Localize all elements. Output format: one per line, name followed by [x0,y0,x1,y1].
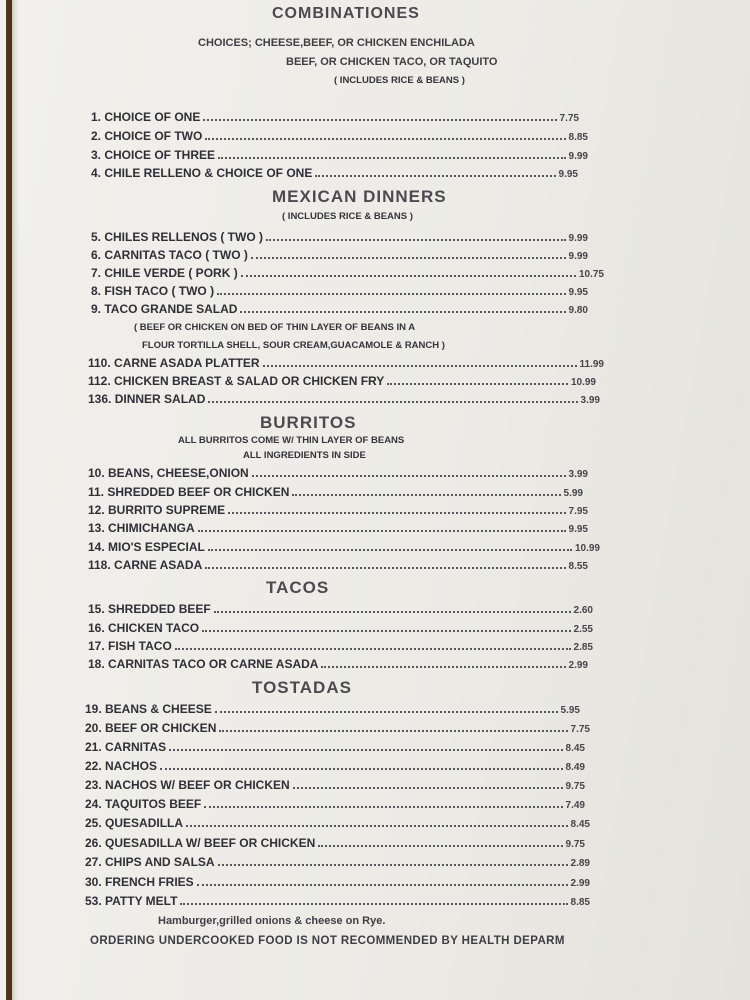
menu-item: 23. NACHOS W/ BEEF OR CHICKEN 9.75 [85,778,585,792]
menu-item: 9. TACO GRANDE SALAD 9.80 [91,302,588,316]
combinations-heading: COMBINATIONES [272,5,420,22]
menu-item: 4. CHILE RELLENO & CHOICE OF ONE 9.95 [91,166,578,180]
combinations-choices-line2: BEEF, OR CHICKEN TACO, OR TAQUITO [286,56,498,68]
menu-item: 22. NACHOS 8.49 [85,759,585,773]
menu-item: 13. CHIMICHANGA 9.95 [88,521,588,535]
menu-item: 24. TAQUITOS BEEF 7.49 [85,797,585,811]
mexican-dinners-includes: ( INCLUDES RICE & BEANS ) [282,211,413,222]
menu-item: 14. MIO'S ESPECIAL 10.99 [88,540,600,554]
mexican-dinners-heading: MEXICAN DINNERS [272,187,447,206]
combinations-includes: ( INCLUDES RICE & BEANS ) [334,75,465,86]
health-warning: ORDERING UNDERCOOKED FOOD IS NOT RECOMMENDED BY HEALTH DEPARM [90,935,565,947]
menu-item: 27. CHIPS AND SALSA 2.89 [85,855,590,869]
menu-item: 25. QUESADILLA 8.45 [85,816,590,830]
menu-item: 112. CHICKEN BREAST & SALAD OR CHICKEN FRY 10.99 [88,374,596,388]
menu-item: 53. PATTY MELT 8.85 [85,894,590,908]
burritos-note-line2: ALL INGREDIENTS IN SIDE [243,450,366,461]
taco-grande-note-line1: ( BEEF OR CHICKEN ON BED OF THIN LAYER OF BEANS IN A [134,322,416,333]
menu-item: 15. SHREDDED BEEF 2.60 [88,602,593,616]
patty-melt-note: Hamburger,grilled onions & cheese on Rye. [158,915,386,927]
menu-item: 5. CHILES RELLENOS ( TWO ) 9.99 [91,230,588,244]
menu-item: 2. CHOICE OF TWO 8.85 [91,129,588,143]
menu-item: 26. QUESADILLA W/ BEEF OR CHICKEN 9.75 [85,836,585,850]
burritos-heading: BURRITOS [260,413,357,432]
binder-edge [0,0,16,1000]
menu-item: 118. CARNE ASADA 8.55 [88,558,588,572]
menu-item: 30. FRENCH FRIES 2.99 [85,875,590,889]
menu-item: 17. FISH TACO 2.85 [88,639,593,653]
menu-item: 110. CARNE ASADA PLATTER 11.99 [88,356,604,370]
tostadas-heading: TOSTADAS [252,678,352,697]
menu-item: 7. CHILE VERDE ( PORK ) 10.75 [91,266,604,280]
menu-item: 8. FISH TACO ( TWO ) 9.95 [91,284,588,298]
menu-item: 11. SHREDDED BEEF OR CHICKEN 5.99 [88,485,583,499]
burritos-note-line1: ALL BURRITOS COME W/ THIN LAYER OF BEANS [178,435,405,446]
menu-item: 3. CHOICE OF THREE 9.99 [91,148,588,162]
combinations-choices-line1: CHOICES; CHEESE,BEEF, OR CHICKEN ENCHILADA [198,37,475,49]
menu-item: 6. CARNITAS TACO ( TWO ) 9.99 [91,248,588,262]
taco-grande-note-line2: FLOUR TORTILLA SHELL, SOUR CREAM,GUACAMOLE & RANCH ) [142,340,445,351]
menu-item: 16. CHICKEN TACO 2.55 [88,621,593,635]
menu-item: 136. DINNER SALAD 3.99 [88,392,600,406]
menu-item: 10. BEANS, CHEESE,ONION 3.99 [88,466,588,480]
tacos-heading: TACOS [266,578,330,597]
menu-item: 19. BEANS & CHEESE 5.95 [85,702,580,716]
menu-item: 1. CHOICE OF ONE 7.75 [91,110,579,124]
menu-item: 12. BURRITO SUPREME 7.95 [88,503,588,517]
menu-item: 18. CARNITAS TACO OR CARNE ASADA 2.99 [88,657,588,671]
menu-item: 20. BEEF OR CHICKEN 7.75 [85,721,590,735]
menu-item: 21. CARNITAS 8.45 [85,740,585,754]
